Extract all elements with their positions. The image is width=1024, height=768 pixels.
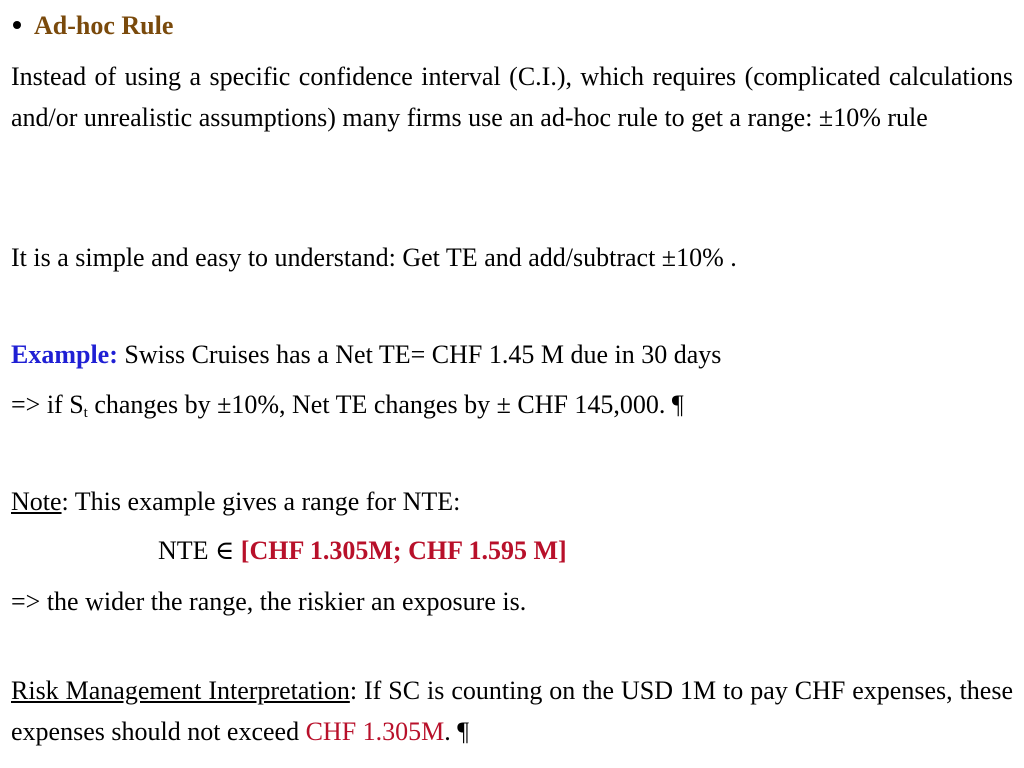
risk-end: . ¶ bbox=[444, 717, 470, 746]
slide-heading bbox=[13, 11, 173, 41]
note-line bbox=[11, 487, 460, 517]
note-text: : This example gives a range for NTE: bbox=[61, 487, 461, 516]
example-detail-line bbox=[11, 390, 684, 420]
bullet-icon bbox=[13, 21, 21, 29]
risk-paragraph bbox=[11, 670, 1013, 752]
heading-text: Ad-hoc Rule bbox=[34, 11, 174, 40]
example-detail-suffix: changes by ±10%, Net TE changes by ± CHF 145,000. ¶ bbox=[87, 390, 684, 419]
example-label: Example: bbox=[11, 340, 118, 369]
example-text: Swiss Cruises has a Net TE= CHF 1.45 M due in 30 days bbox=[117, 340, 722, 369]
intro-paragraph: Instead of using a specific confidence interval (C.I.), which requires (complicated calculations and/or unrealistic assumptions) many firms use an ad-hoc rule to get a range: ±10% rule bbox=[11, 62, 1013, 132]
range-value: [CHF 1.305M; CHF 1.595 M] bbox=[240, 536, 567, 565]
conclusion-line: => the wider the range, the riskier an exposure is. bbox=[11, 587, 527, 616]
example-detail-subscript: t bbox=[83, 405, 88, 421]
note-label: Note bbox=[11, 487, 62, 516]
simple-line: It is a simple and easy to understand: Get TE and add/subtract ±10% . bbox=[11, 243, 737, 272]
risk-value: CHF 1.305M bbox=[305, 717, 445, 746]
example-line bbox=[11, 340, 721, 370]
range-prefix: NTE ∈ bbox=[158, 536, 241, 565]
range-line bbox=[158, 536, 567, 566]
risk-label: Risk Management Interpretation bbox=[11, 676, 350, 705]
risk-text: : If SC is counting on the USD 1M to pay CHF expenses, these expenses should not exceed bbox=[11, 676, 1013, 746]
example-detail-prefix: => if S bbox=[11, 390, 84, 419]
